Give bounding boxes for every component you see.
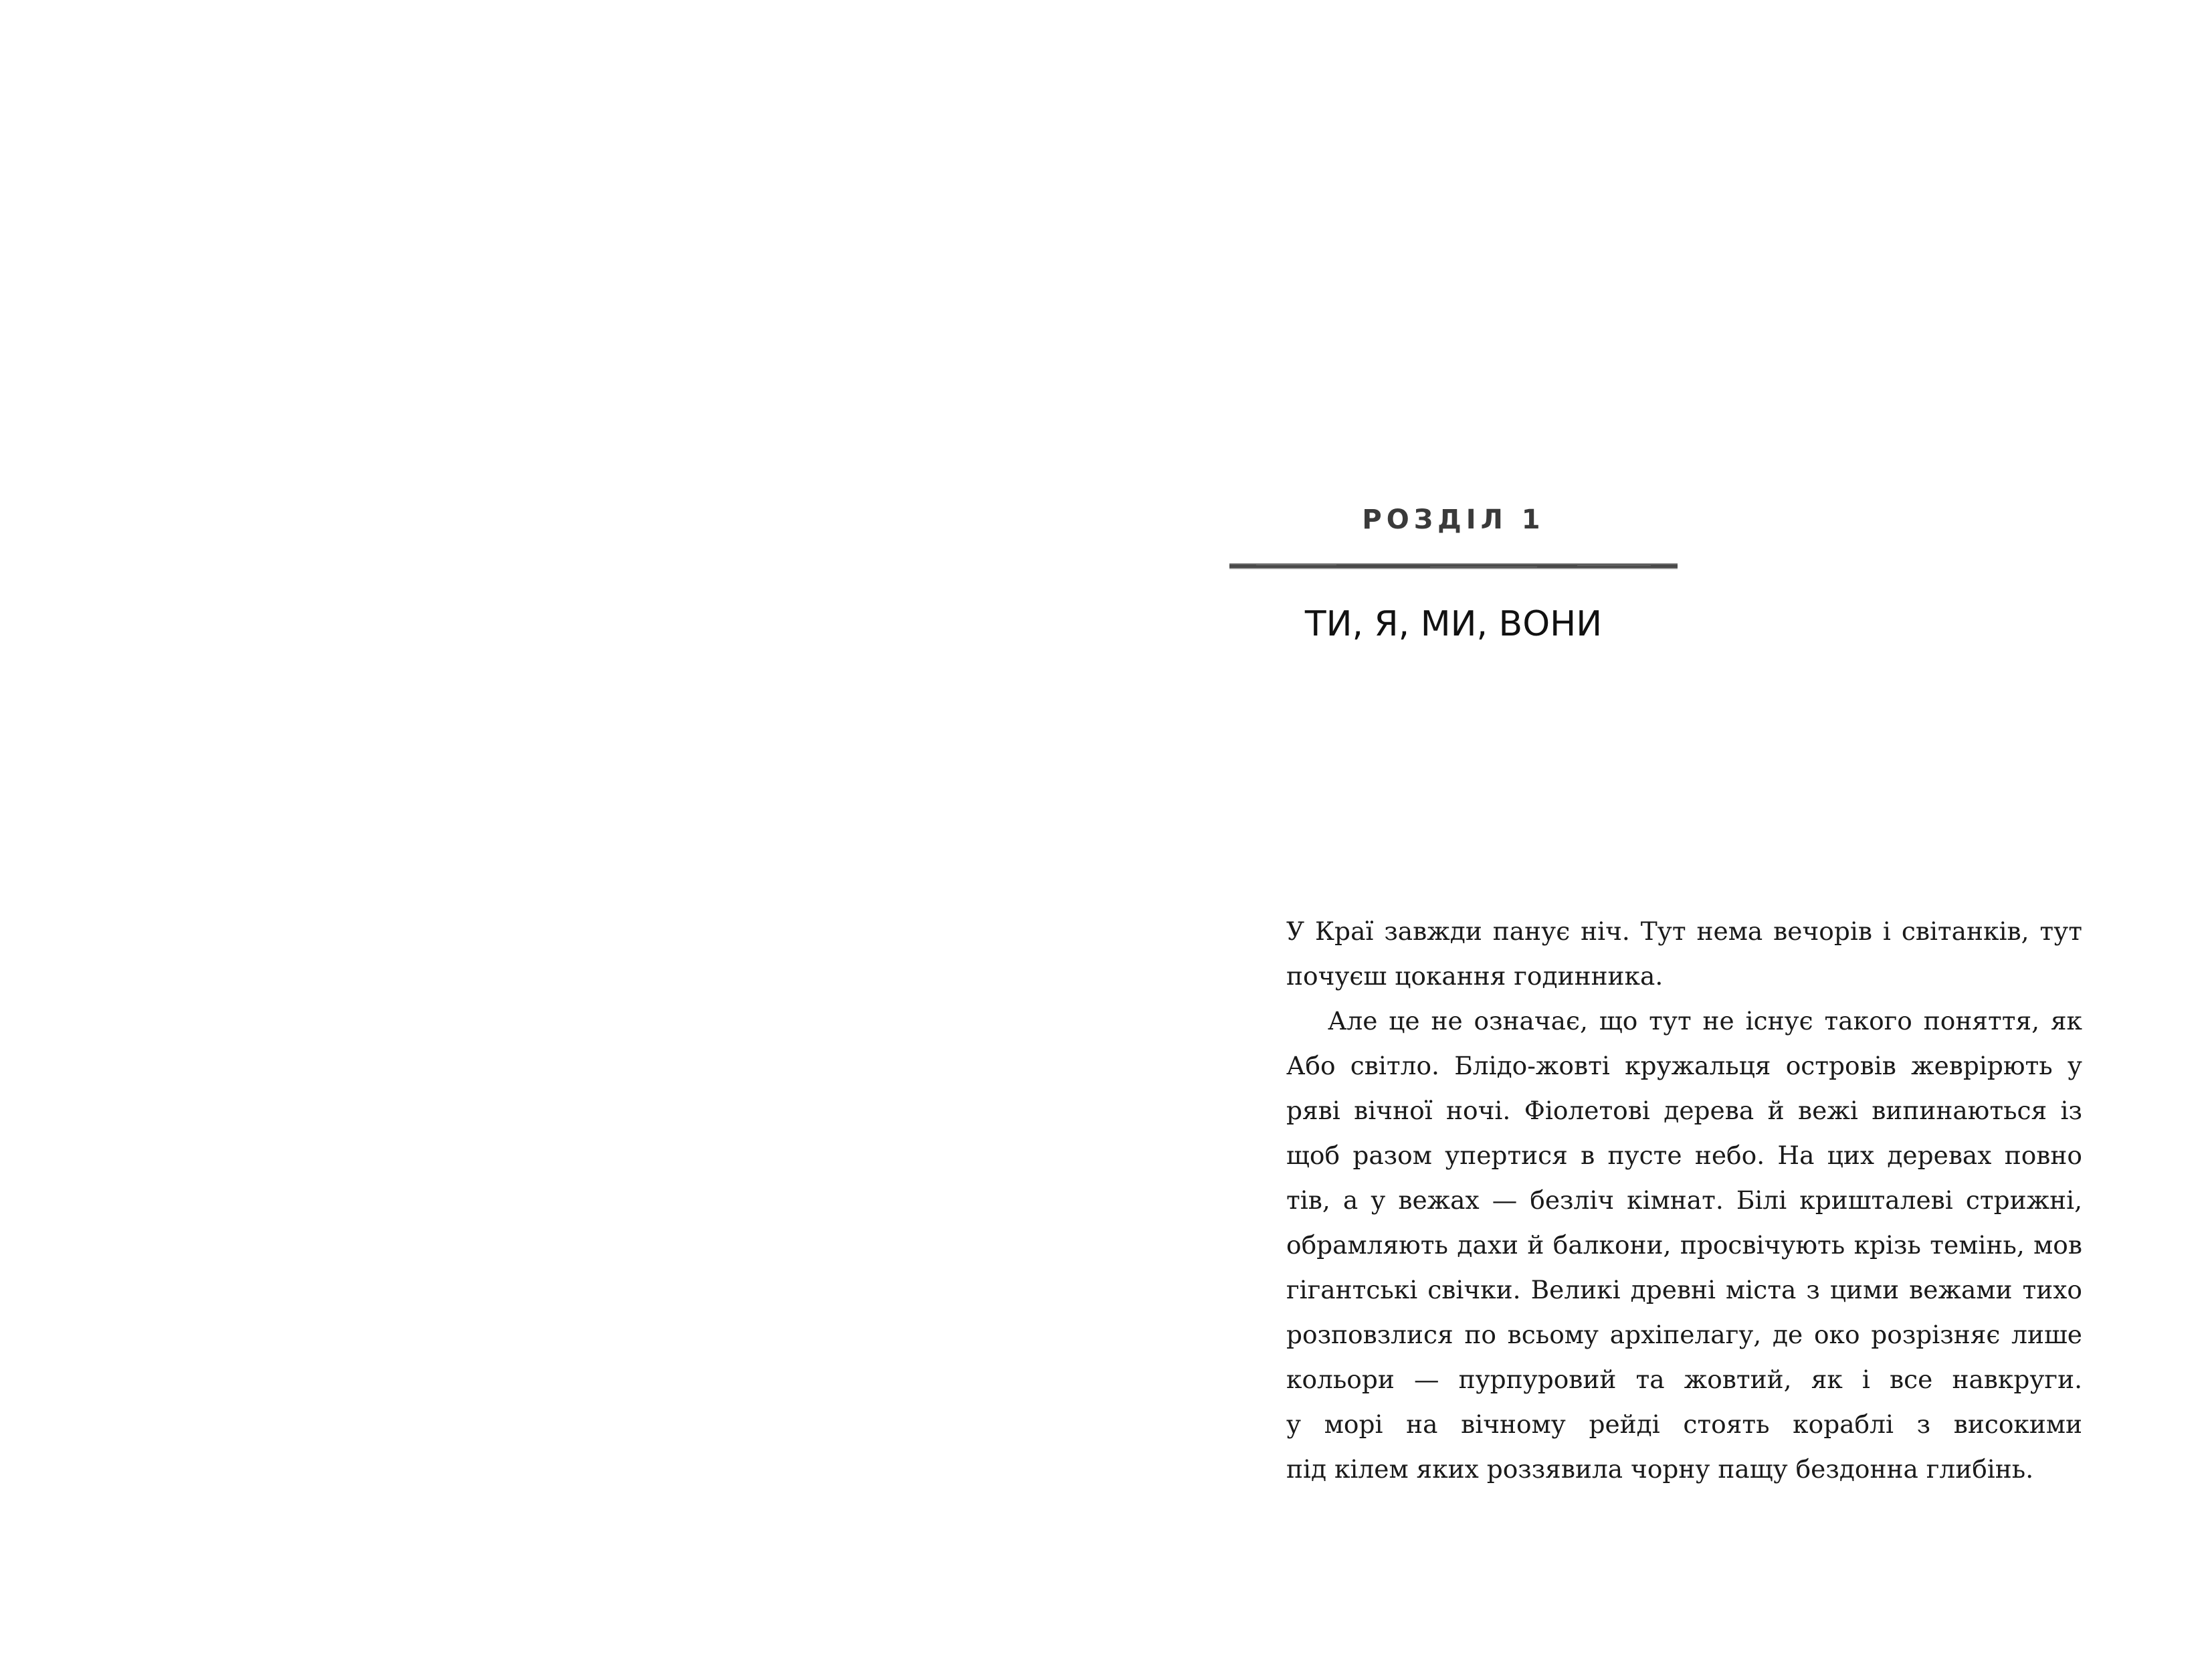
body-line: почуєш цокання годинника. [1286, 961, 1664, 991]
body-line: під кілем яких роззявила чорну пащу бездонна глибінь. [1286, 1454, 2034, 1484]
body-line: обрамляють дахи й балкони, просвічують крізь темінь, мов [1286, 1230, 2082, 1260]
body-line: ряві вічної ночі. Фіолетові дерева й вежі випинаються із [1286, 1096, 2082, 1125]
body-line: кольори — пурпуровий та жовтий, як і все навкруги. [1286, 1365, 2082, 1394]
body-line: у морі на вічному рейді стоять кораблі з високими [1286, 1409, 2082, 1439]
body-line: Або світло. Блідо-жовті кружальця островів жеврірють у [1286, 1051, 2082, 1080]
chapter-divider-rule [1229, 562, 1678, 570]
body-line: Але це не означає, що тут не існує такого поняття, як [1328, 1006, 2082, 1036]
body-line: гігантські свічки. Великі древні міста з цими вежами тихо [1286, 1275, 2082, 1304]
chapter-label: РОЗДІЛ 1 [1362, 504, 1545, 535]
body-line: щоб разом упертися в пусте небо. На цих деревах повно [1286, 1141, 2082, 1170]
body-text [1286, 909, 2082, 1492]
body-line: тів, а у вежах — безліч кімнат. Білі кришталеві стрижні, [1286, 1185, 2082, 1215]
body-line: розповзлися по всьому архіпелагу, де око розрізняє лише [1286, 1320, 2082, 1349]
chapter-title: ТИ, Я, МИ, ВОНИ [1304, 604, 1603, 644]
body-line: У Краї завжди панує ніч. Тут нема вечорів і світанків, тут [1286, 916, 2082, 946]
